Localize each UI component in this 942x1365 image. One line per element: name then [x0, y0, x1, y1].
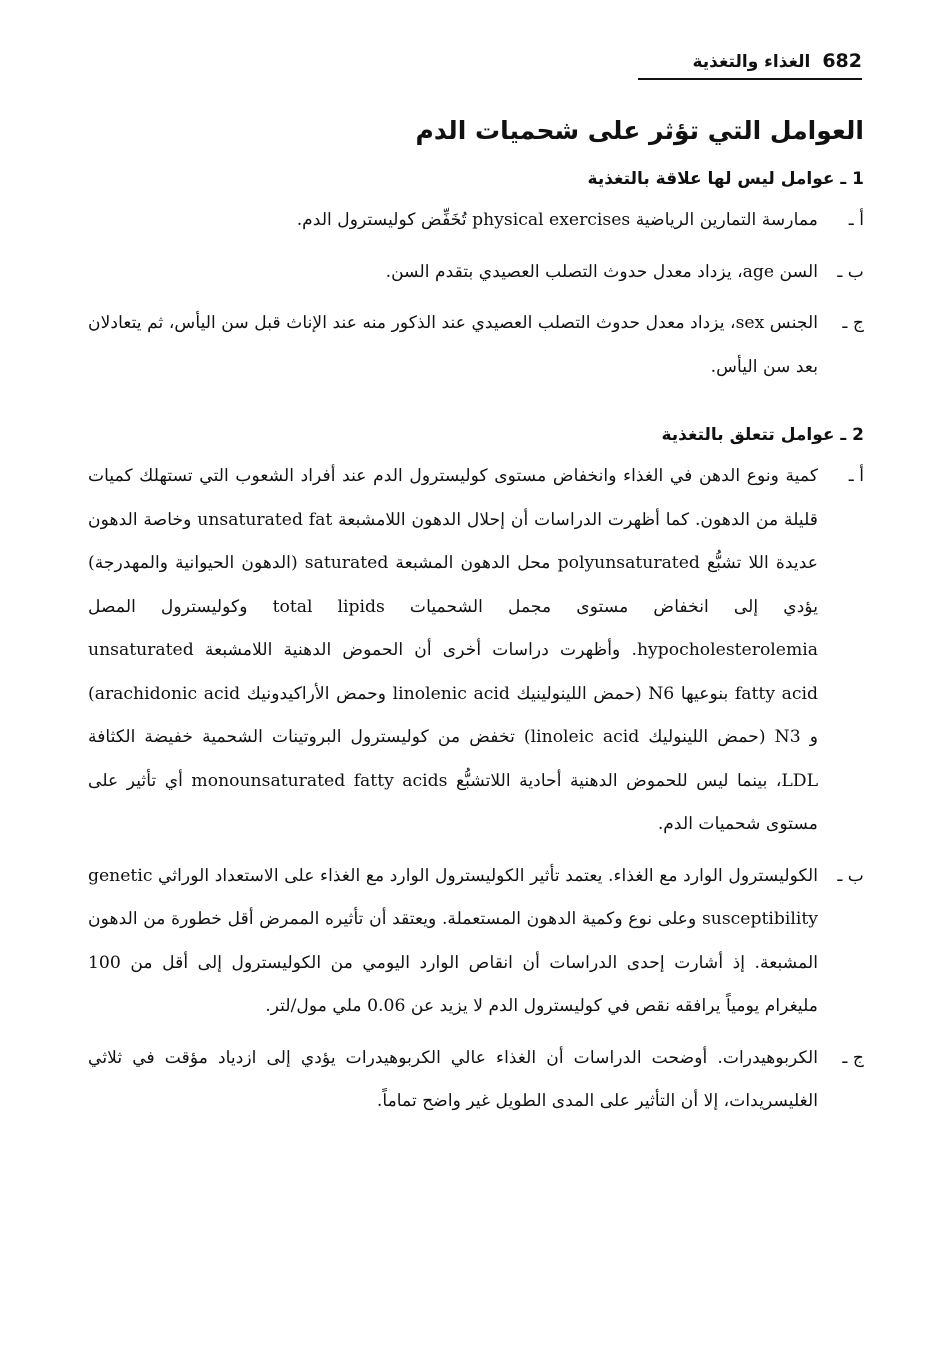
page-number: 682: [822, 50, 862, 72]
list-item: [88, 302, 864, 389]
list-marker: أ ـ: [848, 466, 864, 486]
list-item-text: كمية ونوع الدهن في الغذاء وانخفاض مستوى كوليسترول الدم عند أفراد الشعوب التي تستهلك كميات قليلة من الدهون. كما أظهرت الدراسات أن إحلال الدهون اللامشبعة unsaturated fat وخاصة الدهون عديدة اللا تشبُّع polyunsaturated محل الدهون المشبعة saturated (الدهون الحيوانية والمهدرجة) يؤدي إلى انخفاض مستوى مجمل الشحميات total lipids وكوليسترول المصل hypocholesterolemia. وأظهرت دراسات أخرى أن الحموض الدهنية اللامشبعة unsaturated fatty acid بنوعيها N6 (حمض اللينولينيك linolenic acid وحمض الأراكيدونيك arachidonic acid) و N3 (حمض اللينوليك linoleic acid) تخفض من كوليسترول البروتينات الشحمية خفيضة الكثافة LDL، بينما ليس للحموض الدهنية أحادية اللاتشبُّع monounsaturated fatty acids أي تأثير على مستوى شحميات الدم.: [88, 466, 819, 834]
list-item: [88, 251, 864, 295]
section-title: العوامل التي تؤثر على شحميات الدم: [415, 116, 864, 145]
list-item: [88, 455, 864, 847]
list-marker: ب ـ: [837, 261, 864, 282]
subheading-non-nutritional-factors: 1 ـ عوامل ليس لها علاقة بالتغذية: [587, 169, 864, 189]
list-marker: ب ـ: [837, 865, 864, 886]
list-item: [88, 199, 864, 243]
list-item-text: ممارسة التمارين الرياضية physical exercises تُخَفِّض كوليسترول الدم.: [296, 210, 818, 230]
list-item-text: الكوليسترول الوارد مع الغذاء. يعتمد تأثير الكوليسترول الوارد مع الغذاء على الاستعداد الوراثي genetic susceptibility وعلى نوع وكمية الدهون المستعملة. ويعتقد أن تأثيره الممرض أقل خطورة من الدهون المشبعة. إذ أشارت إحدى الدراسات أن انقاص الوارد اليومي من الكوليسترول إلى أقل من 100 مليغرام يومياً يرافقه نقص في كوليسترول الدم لا يزيد عن 0.06 ملي مول/لتر.: [88, 865, 818, 1016]
list-item-text: الجنس sex، يزداد معدل حدوث التصلب العصيدي عند الذكور منه عند الإناث قبل سن اليأس، ثم يتعادلان بعد سن اليأس.: [88, 313, 818, 377]
subheading-nutritional-factors: 2 ـ عوامل تتعلق بالتغذية: [661, 425, 864, 445]
running-title: الغذاء والتغذية: [692, 52, 811, 72]
list-item: [88, 855, 864, 1029]
list-marker: أ ـ: [848, 210, 864, 230]
page-body: [88, 104, 864, 1124]
page-header: [640, 42, 862, 72]
list-item-text: السن age، يزداد معدل حدوث التصلب العصيدي بتقدم السن.: [385, 261, 818, 282]
header-rule: [638, 78, 862, 80]
list-marker: ج ـ: [842, 313, 864, 333]
list-marker: ج ـ: [842, 1047, 864, 1068]
list-item: [88, 1037, 864, 1124]
list-item-text: الكربوهيدرات. أوضحت الدراسات أن الغذاء عالي الكربوهيدرات يؤدي إلى ازدياد مؤقت في ثلاثي الغليسريدات، إلا أن التأثير على المدى الطويل غير واضح تماماً.: [88, 1047, 818, 1111]
